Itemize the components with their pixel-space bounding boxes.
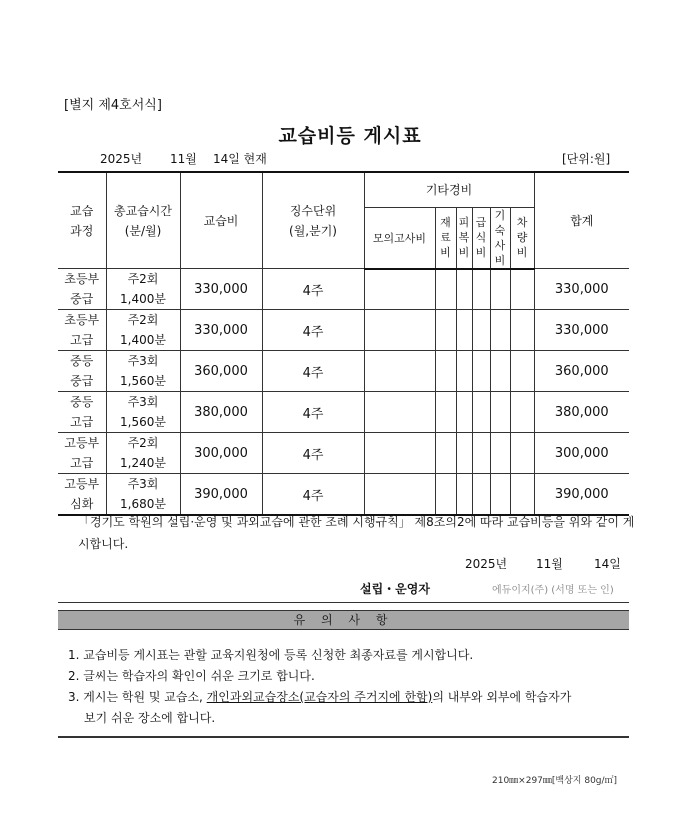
course-name: 고등부 bbox=[64, 477, 100, 491]
caution-header: 유 의 사 항 bbox=[58, 610, 629, 630]
course-level: 고급 bbox=[70, 456, 94, 470]
divider bbox=[58, 736, 629, 738]
header-total-hours: 총교습시간 (분/월) bbox=[106, 172, 180, 269]
table-row bbox=[58, 351, 629, 392]
sign-date-month: 11월 bbox=[536, 557, 563, 571]
unit-cell: 4주 bbox=[262, 433, 364, 474]
course-level: 중급 bbox=[70, 292, 94, 306]
header-total: 합계 bbox=[534, 172, 629, 269]
tuition-cell: 360,000 bbox=[180, 351, 262, 392]
date-day: 14일 현재 bbox=[213, 152, 267, 166]
hours-frequency: 주3회 bbox=[127, 354, 159, 368]
hours-frequency: 주3회 bbox=[127, 477, 159, 491]
header-meals: 급식비 bbox=[472, 207, 490, 269]
table-row bbox=[58, 269, 629, 310]
header-vehicle: 차량비 bbox=[510, 207, 534, 269]
hours-frequency: 주2회 bbox=[127, 436, 159, 450]
hours-minutes: 1,560분 bbox=[120, 374, 166, 388]
course-name: 중등 bbox=[70, 354, 94, 368]
note-item: 3. 게시는 학원 및 교습소, 개인과외교습장소(교습자의 주거지에 한함)의 내부와 외부에 학습자가 bbox=[68, 690, 572, 704]
course-level: 고급 bbox=[70, 415, 94, 429]
header-tuition: 교습비 bbox=[180, 172, 262, 269]
hours-frequency: 주3회 bbox=[127, 395, 159, 409]
divider bbox=[58, 602, 629, 603]
sign-date-year: 2025년 bbox=[465, 557, 508, 571]
header-collection-unit: 징수단위 (월,분기) bbox=[262, 172, 364, 269]
signer-name: 에듀이지(주) (서명 또는 인) bbox=[492, 585, 614, 596]
hours-minutes: 1,400분 bbox=[120, 333, 166, 347]
header-clothing: 피복비 bbox=[456, 207, 472, 269]
document-title: 교습비등 게시표 bbox=[278, 125, 422, 147]
hours-minutes: 1,400분 bbox=[120, 292, 166, 306]
hours-frequency: 주2회 bbox=[127, 313, 159, 327]
total-cell: 360,000 bbox=[534, 351, 629, 392]
course-level: 고급 bbox=[70, 333, 94, 347]
tuition-cell: 330,000 bbox=[180, 269, 262, 310]
unit-cell: 4주 bbox=[262, 392, 364, 433]
tuition-cell: 330,000 bbox=[180, 310, 262, 351]
note-item: 1. 교습비등 게시표는 관할 교육지원청에 등록 신청한 최종자료를 게시합니다. bbox=[68, 648, 474, 662]
course-level: 중급 bbox=[70, 374, 94, 388]
note-item: 2. 글씨는 학습자의 확인이 쉬운 크기로 합니다. bbox=[68, 669, 315, 683]
course-name: 초등부 bbox=[64, 272, 100, 286]
underlined-text: 개인과외교습장소(교습자의 주거지에 한함) bbox=[206, 690, 433, 704]
hours-minutes: 1,680분 bbox=[120, 497, 166, 511]
course-name: 중등 bbox=[70, 395, 94, 409]
date-month: 11월 bbox=[170, 152, 197, 166]
form-label: [별지 제4호서식] bbox=[64, 98, 162, 113]
table-row bbox=[58, 392, 629, 433]
hours-minutes: 1,240분 bbox=[120, 456, 166, 470]
course-name: 초등부 bbox=[64, 313, 100, 327]
unit-label: [단위:원] bbox=[562, 152, 611, 166]
table-row bbox=[58, 310, 629, 351]
unit-cell: 4주 bbox=[262, 310, 364, 351]
unit-cell: 4주 bbox=[262, 351, 364, 392]
note-item-continuation: 보기 쉬운 장소에 합니다. bbox=[84, 711, 216, 725]
total-cell: 330,000 bbox=[534, 310, 629, 351]
tuition-cell: 390,000 bbox=[180, 474, 262, 516]
header-dorm: 기숙사비 bbox=[490, 207, 510, 269]
hours-minutes: 1,560분 bbox=[120, 415, 166, 429]
table-row bbox=[58, 433, 629, 474]
header-other-expenses: 기타경비 bbox=[364, 172, 534, 207]
notes-list bbox=[68, 645, 628, 729]
table-row bbox=[58, 474, 629, 516]
header-mock-exam: 모의고사비 bbox=[364, 207, 435, 269]
tuition-cell: 380,000 bbox=[180, 392, 262, 433]
paper-spec: 210㎜×297㎜[백상지 80g/㎡] bbox=[492, 776, 618, 786]
unit-cell: 4주 bbox=[262, 269, 364, 310]
tuition-cell: 300,000 bbox=[180, 433, 262, 474]
header-material: 재료비 bbox=[435, 207, 456, 269]
fee-table bbox=[58, 171, 629, 516]
course-name: 고등부 bbox=[64, 436, 100, 450]
sign-date-day: 14일 bbox=[594, 557, 621, 571]
course-level: 심화 bbox=[70, 497, 94, 511]
total-cell: 380,000 bbox=[534, 392, 629, 433]
signer-label: 설립・운영자 bbox=[360, 582, 430, 596]
notice-text: 「경기도 학원의 설립·운영 및 과외교습에 관한 조례 시행규칙」 제8조의2에 따라 교습비등을 위와 같이 게시합니다. bbox=[78, 515, 635, 551]
total-cell: 300,000 bbox=[534, 433, 629, 474]
date-year: 2025년 bbox=[100, 152, 143, 166]
hours-frequency: 주2회 bbox=[127, 272, 159, 286]
total-cell: 390,000 bbox=[534, 474, 629, 516]
total-cell: 330,000 bbox=[534, 269, 629, 310]
unit-cell: 4주 bbox=[262, 474, 364, 516]
header-course: 교습 과정 bbox=[58, 172, 106, 269]
